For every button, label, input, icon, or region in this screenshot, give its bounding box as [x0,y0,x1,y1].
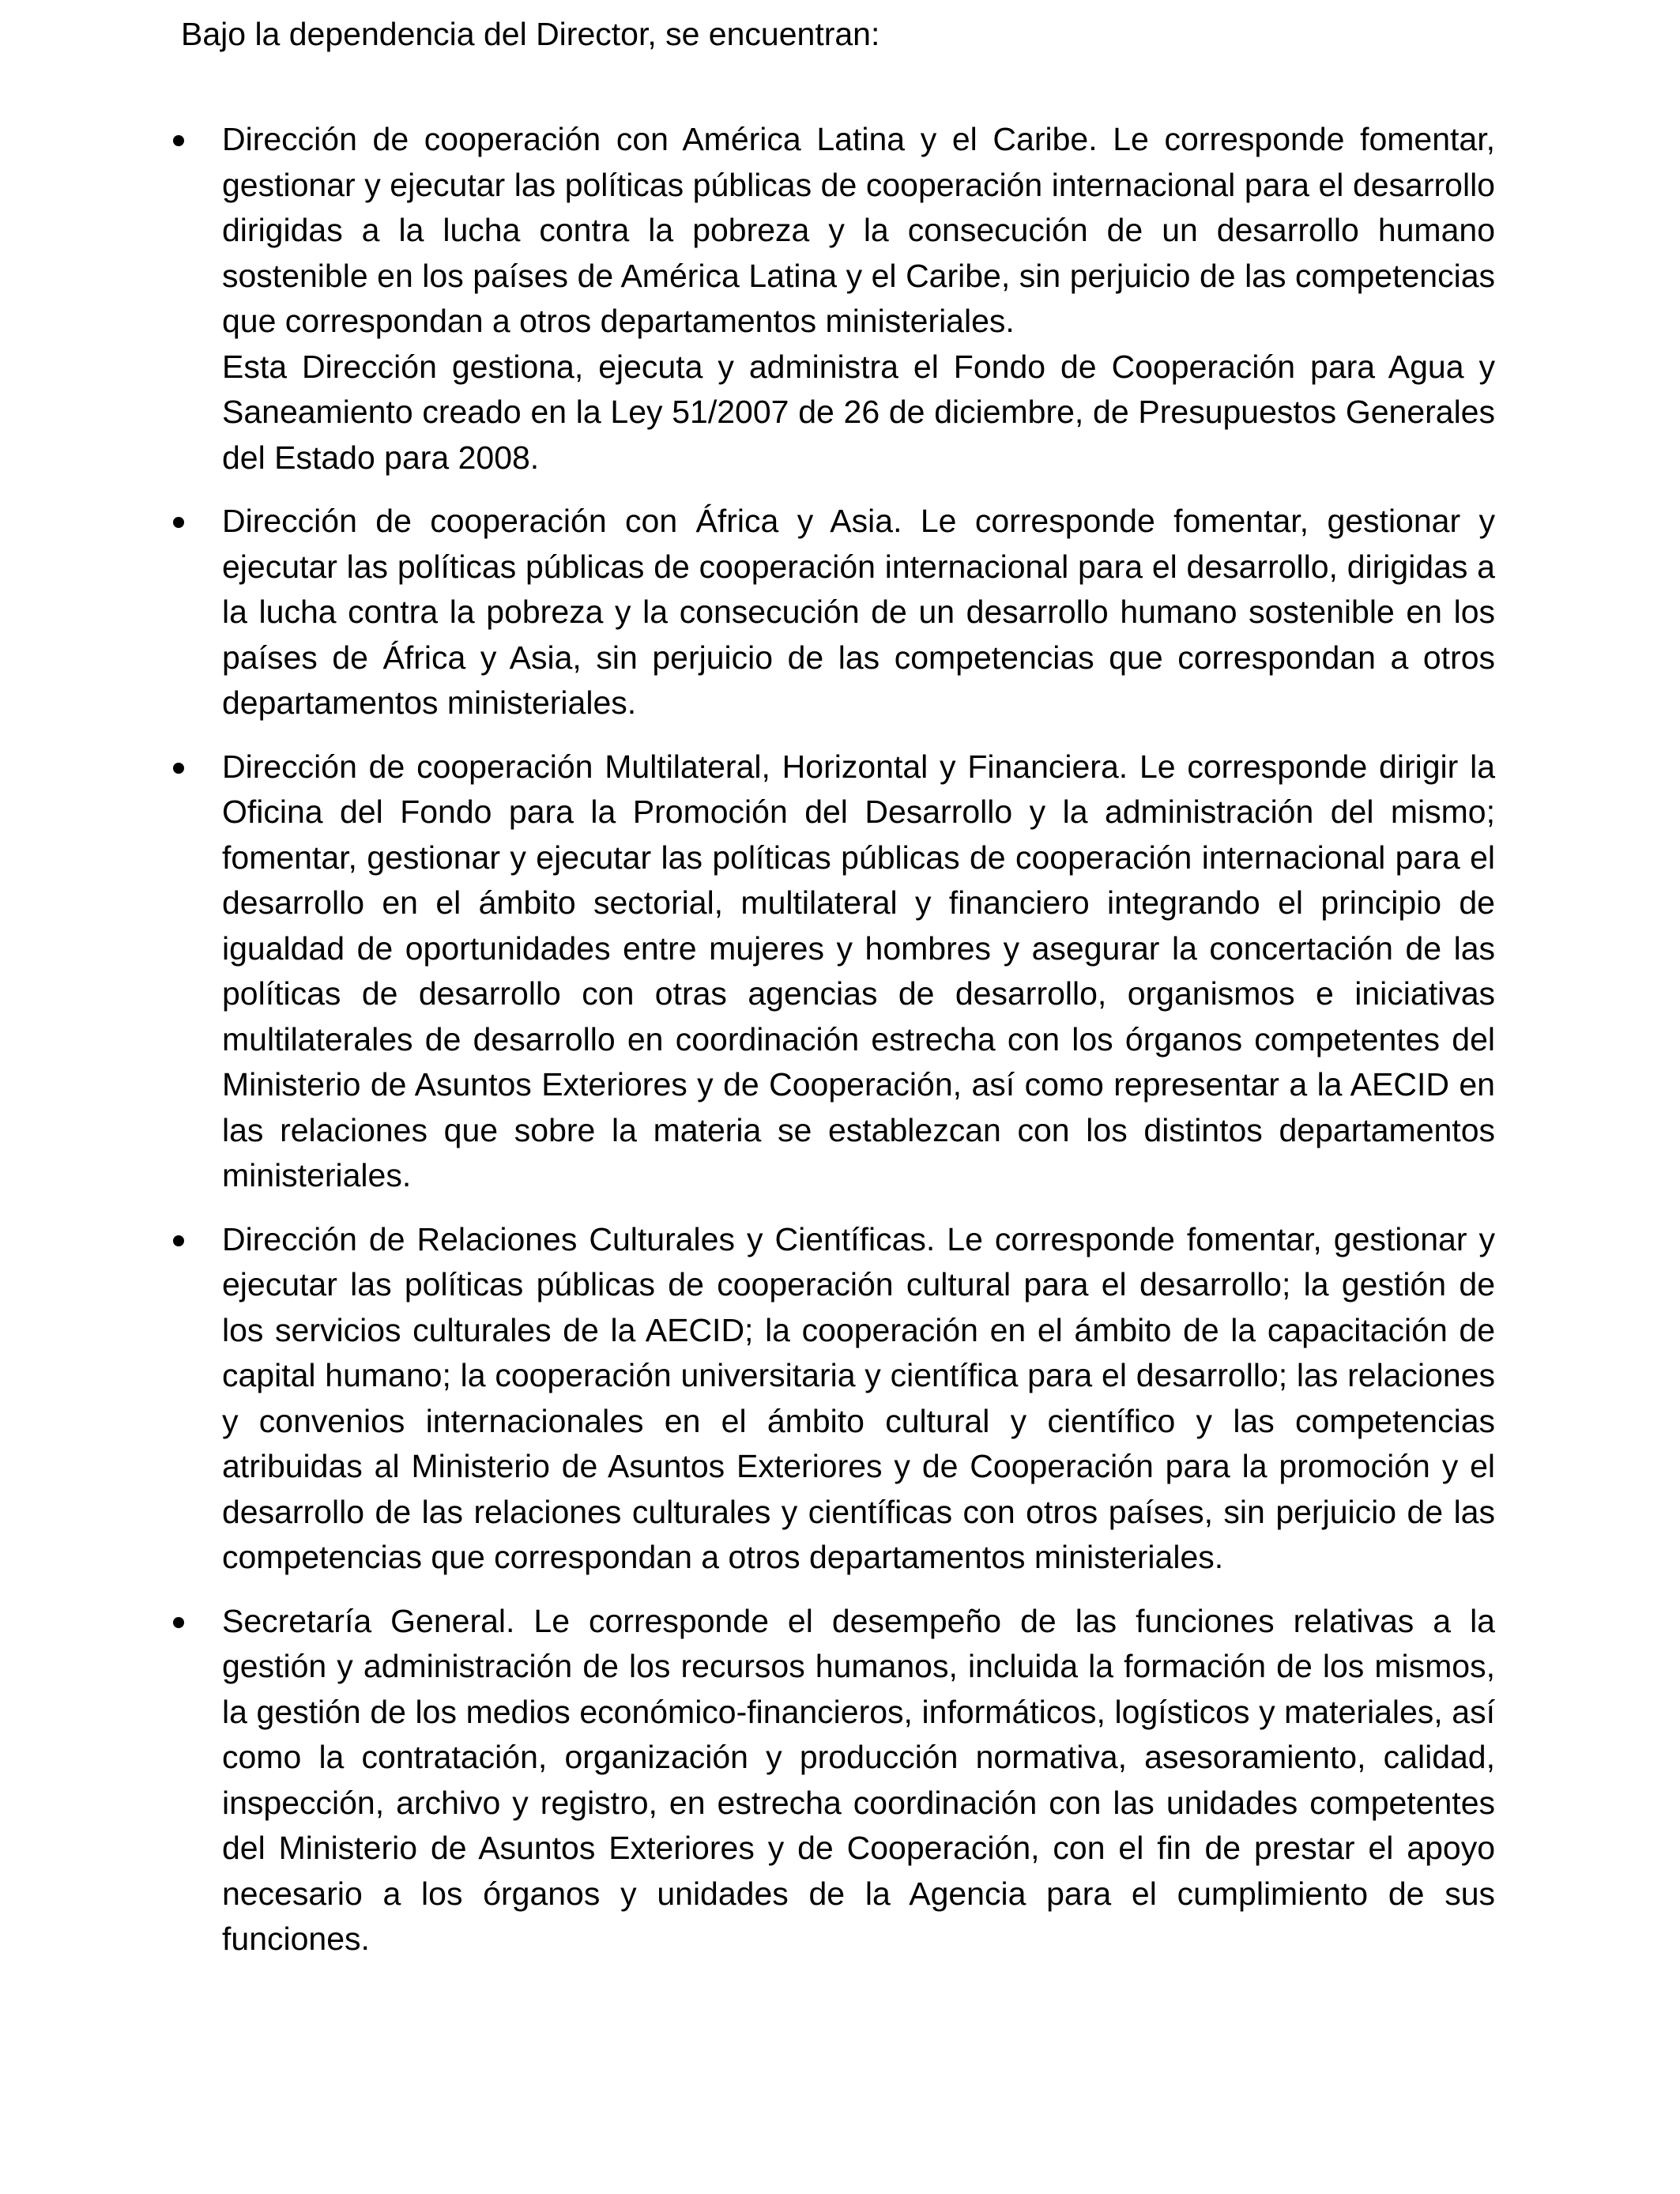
list-item [0,1599,1680,1962]
list-item-text [222,499,1495,726]
paragraph: Secretaría General. Le corresponde el desempeño de las funciones relativas a la gestión y administración de los recursos humanos, incluida la formación de los mismos, la gestión de los medios económico-financieros, informáticos, logísticos y materiales, así como la contratación, organización y producción normativa, asesoramiento, calidad, inspección, archivo y registro, en estrecha coordinación con las unidades competentes del Ministerio de Asuntos Exteriores y de Cooperación, con el fin de prestar el apoyo necesario a los órganos y unidades de la Agencia para el cumplimiento de sus funciones. [222,1602,1495,1957]
bullet-icon [173,1235,184,1246]
bullet-icon [173,135,184,146]
list-item-text [222,1599,1495,1962]
list-item [0,117,1680,481]
paragraph: Dirección de cooperación con América Latina y el Caribe. Le corresponde fomentar, gestionar y ejecutar las políticas públicas de cooperación internacional para el desarrollo dirigidas a la lucha contra la pobreza y la consecución de un desarrollo humano sostenible en los países de América Latina y el Caribe, sin perjuicio de las competencias que correspondan a otros departamentos ministeriales. [222,121,1495,339]
list-item-text [222,1217,1495,1581]
list-item-text [222,745,1495,1199]
list-item [0,499,1680,726]
list-item [0,745,1680,1199]
paragraph: Dirección de cooperación con África y Asia. Le corresponde fomentar, gestionar y ejecutar las políticas públicas de cooperación internacional para el desarrollo, dirigidas a la lucha contra la pobreza y la consecución de un desarrollo humano sostenible en los países de África y Asia, sin perjuicio de las competencias que correspondan a otros departamentos ministeriales. [222,503,1495,721]
bullet-icon [173,763,184,774]
list-item [0,1217,1680,1581]
bullet-list [0,117,1680,1981]
paragraph: Esta Dirección gestiona, ejecuta y administra el Fondo de Cooperación para Agua y Saneamiento creado en la Ley 51/2007 de 26 de diciembre, de Presupuestos Generales del Estado para 2008. [222,348,1495,476]
paragraph: Dirección de cooperación Multilateral, Horizontal y Financiera. Le corresponde dirigir la Oficina del Fondo para la Promoción del Desarrollo y la administración del mismo; fomentar, gestionar y ejecutar las políticas públicas de cooperación internacional para el desarrollo en el ámbito sectorial, multilateral y financiero integrando el principio de igualdad de oportunidades entre mujeres y hombres y asegurar la concertación de las políticas de desarrollo con otras agencias de desarrollo, organismos e iniciativas multilaterales de desarrollo en coordinación estrecha con los órganos competentes del Ministerio de Asuntos Exteriores y de Cooperación, así como representar a la AECID en las relaciones que sobre la materia se establezcan con los distintos departamentos ministeriales. [222,748,1495,1193]
bullet-icon [173,1617,184,1628]
paragraph: Dirección de Relaciones Culturales y Científicas. Le corresponde fomentar, gestionar y ejecutar las políticas públicas de cooperación cultural para el desarrollo; la gestión de los servicios culturales de la AECID; la cooperación en el ámbito de la capacitación de capital humano; la cooperación universitaria y científica para el desarrollo; las relaciones y convenios internacionales en el ámbito cultural y científico y las competencias atribuidas al Ministerio de Asuntos Exteriores y de Cooperación para la promoción y el desarrollo de las relaciones culturales y científicas con otros países, sin perjuicio de las competencias que correspondan a otros departamentos ministeriales. [222,1220,1495,1575]
intro-text: Bajo la dependencia del Director, se encuentran: [181,16,880,52]
bullet-icon [173,517,184,528]
list-item-text [222,117,1495,481]
